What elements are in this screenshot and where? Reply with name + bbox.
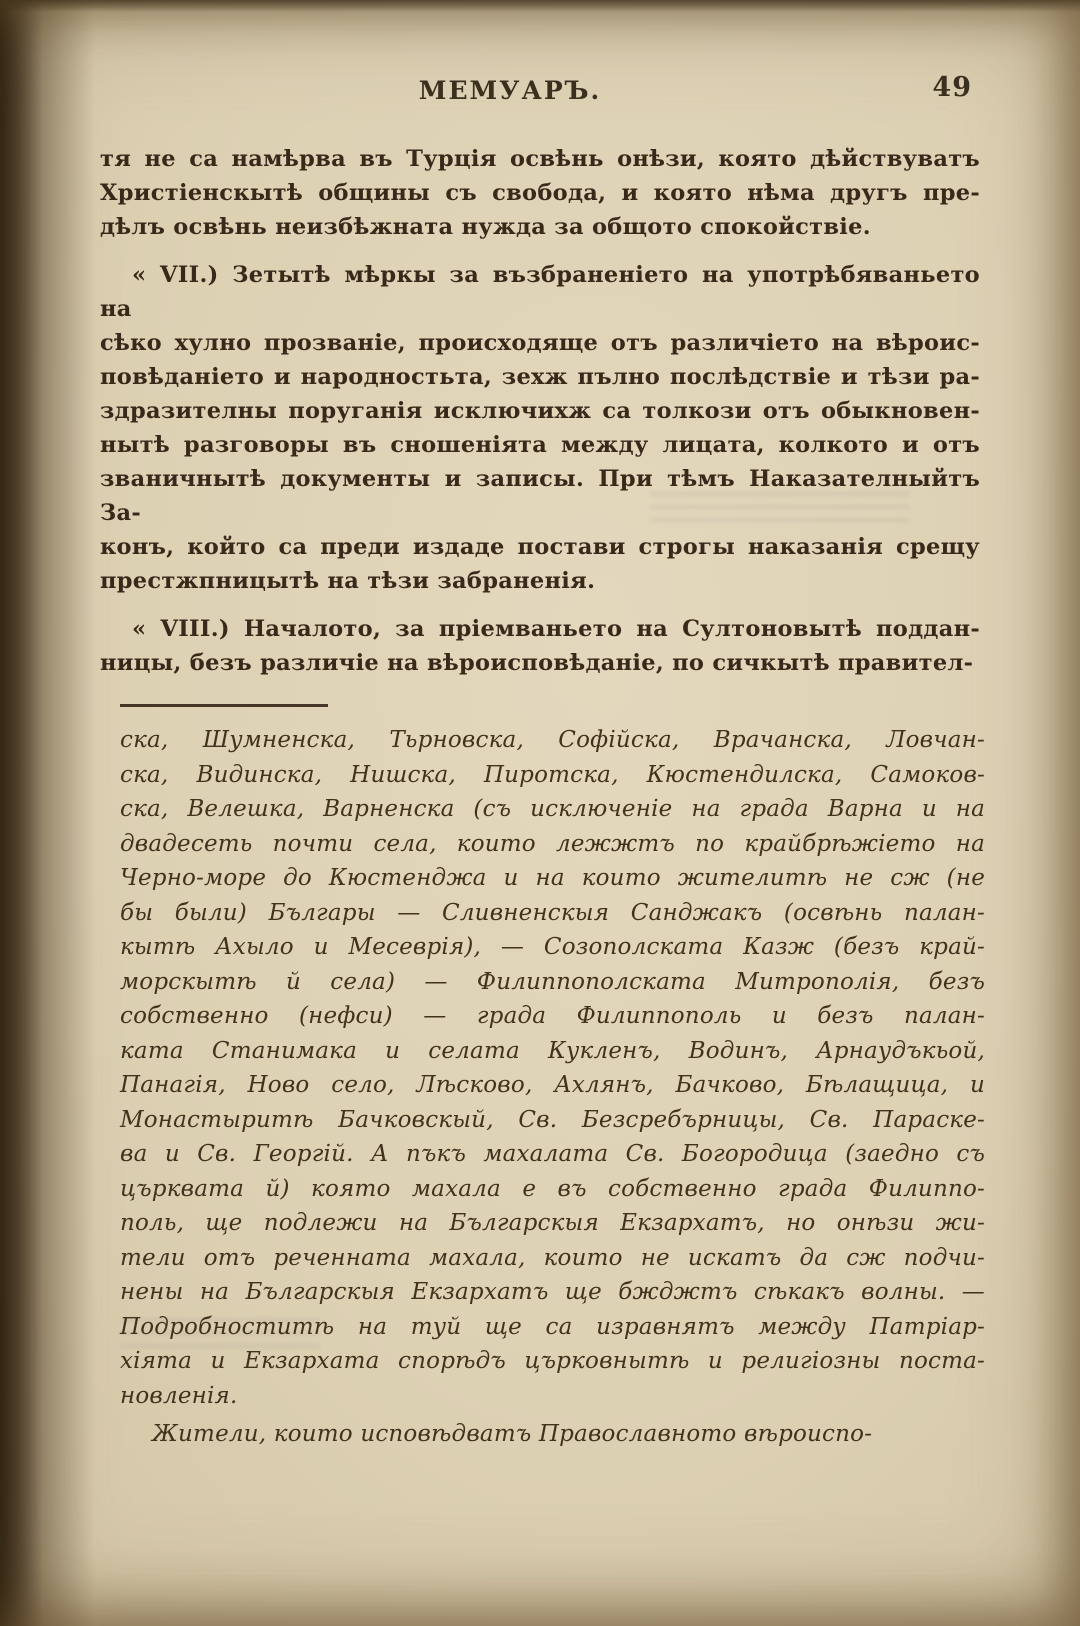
- text-line: двадесеть почти села, които лежжтъ по крайбрѣжіето на: [120, 830, 985, 857]
- text-line: здразителны поруганія исключихж са толкози отъ обыкновен-: [100, 398, 980, 424]
- main-text-block: [100, 142, 980, 680]
- text-line: Жители, които исповѣдватъ Православното вѣроиспо-: [152, 1421, 873, 1447]
- text-line: бы были) Българы — Сливненскыя Санджакъ (освѣнь палан-: [120, 899, 985, 926]
- text-line: престжпницытѣ на тѣзи забраненія.: [100, 568, 596, 594]
- text-line: Монастыритѣ Бачковскый, Св. Безсребърницы, Св. Параске-: [120, 1106, 985, 1133]
- page-number: 49: [932, 72, 972, 103]
- text-line: собственно (нефси) — града Филиппополь и безъ палан-: [120, 1003, 985, 1029]
- paragraph: [100, 142, 980, 244]
- text-line: морскытѣ й села) — Филиппополската Митрополія, безъ: [120, 968, 985, 995]
- text-line: званичнытѣ документы и записы. При тѣмъ Наказателныйтъ За-: [100, 466, 980, 526]
- footnote-paragraph: [120, 723, 985, 1413]
- text-line: ска, Видинска, Нишска, Пиротска, Кюстендилска, Самоков-: [120, 761, 985, 788]
- text-line: Подробноститѣ на туй ще са изравнятъ между Патріар-: [120, 1313, 985, 1340]
- text-line: Панагія, Ново село, Лѣсково, Ахлянъ, Бачково, Бѣлащица, и: [120, 1072, 985, 1098]
- text-line: църквата й) която махала е въ собственно града Филиппо-: [120, 1175, 985, 1202]
- scan-top-edge-shadow: [0, 0, 1080, 12]
- text-line: повѣданіето и народностьта, зехж пълно послѣдствіе и тѣзи ра-: [100, 364, 980, 390]
- paragraph: [100, 258, 980, 598]
- text-line: сѣко хулно прозваніе, происходяще отъ различіето на вѣроис-: [100, 330, 980, 356]
- text-line: Христіенскытѣ общины съ свобода, и която нѣма другъ пре-: [100, 180, 980, 206]
- text-line: ска, Велешка, Варненска (съ исключеніе на града Варна и на: [120, 796, 985, 822]
- text-line: ката Станимака и селата Кукленъ, Водинъ, Арнаудъкьой,: [120, 1037, 985, 1064]
- text-line: конъ, който са преди издаде постави строгы наказанія срещу: [100, 534, 980, 560]
- text-line: тя не са намѣрва въ Турція освѣнь онѣзи, която дѣйствуватъ: [100, 146, 980, 172]
- book-binding-shadow: [0, 0, 95, 1626]
- page-header: [100, 72, 980, 112]
- text-line: тели отъ реченната махала, които не искатъ да сж подчи-: [120, 1244, 985, 1271]
- paragraph: [100, 612, 980, 680]
- text-line: ска, Шумненска, Тьрновска, Софійска, Врачанска, Ловчан-: [120, 727, 985, 753]
- text-line: ва и Св. Георгій. А пъкъ махалата Св. Богородица (заедно съ: [120, 1141, 985, 1167]
- text-line: кытѣ Ахыло и Месеврія), — Созополската Казж (безъ край-: [120, 934, 985, 960]
- text-line: « VII.) Зетытѣ мѣркы за възбраненіето на употрѣбяваньето на: [100, 262, 980, 322]
- footnote-paragraph: [120, 1417, 985, 1452]
- text-line: дѣлъ освѣнь неизбѣжната нужда за общото спокойствіе.: [100, 214, 871, 240]
- text-line: ницы, безъ различіе на вѣроисповѣданіе, по сичкытѣ правител-: [100, 650, 974, 676]
- text-line: « VIII.) Началото, за пріемваньето на Султоновытѣ поддан-: [132, 616, 980, 642]
- text-line: нытѣ разговоры въ сношеніята между лицата, колкото и отъ: [100, 432, 980, 458]
- footnote-separator-rule: [120, 704, 328, 707]
- text-line: новленія.: [120, 1382, 238, 1409]
- text-line: Черно-море до Кюстенджа и на които жителитѣ не сж (не: [120, 865, 985, 891]
- text-line: поль, ще подлежи на Българскыя Екзархатъ, но онѣзи жи-: [120, 1210, 985, 1236]
- running-head-title: МЕМУАРЪ.: [418, 76, 602, 105]
- text-line: нены на Българскыя Екзархатъ ще бжджтъ сѣкакъ волны. —: [120, 1279, 985, 1305]
- text-line: хіята и Екзархата спорѣдъ църковнытѣ и религіозны поста-: [120, 1348, 985, 1374]
- footnote-text-block: [120, 723, 985, 1452]
